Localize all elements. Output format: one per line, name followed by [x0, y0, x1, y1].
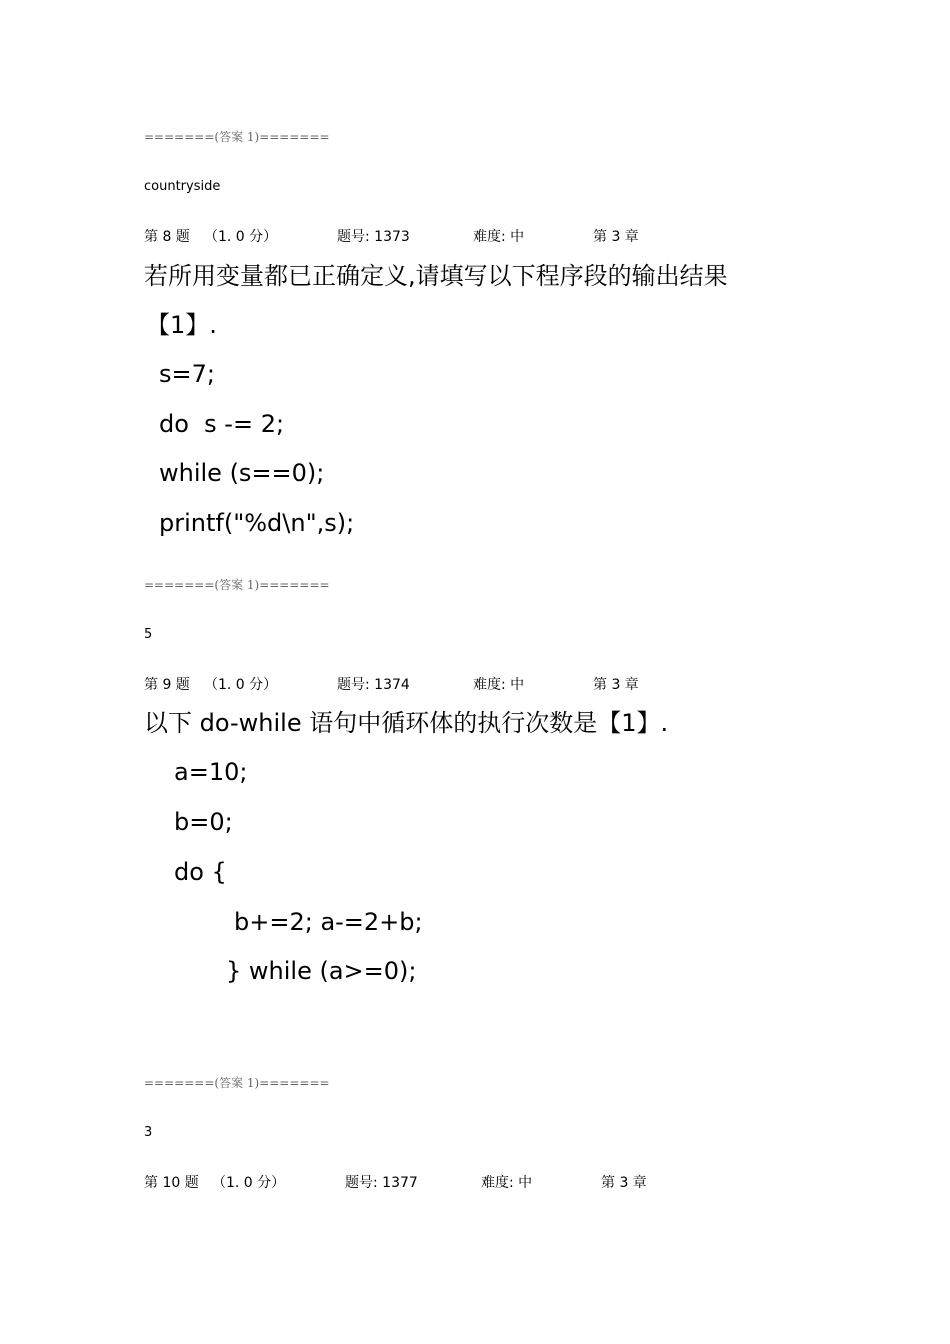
- answer-text: countryside: [144, 179, 221, 194]
- code-line: a=10;: [174, 758, 248, 786]
- code-line: printf("%d\n",s);: [159, 509, 355, 537]
- question-difficulty: 难度: 中: [473, 677, 525, 693]
- question-score: （1. 0 分）: [204, 229, 278, 245]
- question-stem-cont: 【1】.: [146, 311, 217, 339]
- question-chapter: 第 3 章: [593, 677, 639, 693]
- question-stem: 若所用变量都已正确定义,请填写以下程序段的输出结果: [144, 262, 728, 290]
- question-score: （1. 0 分）: [212, 1175, 286, 1191]
- code-line: do s -= 2;: [159, 410, 285, 438]
- question-difficulty: 难度: 中: [481, 1175, 533, 1191]
- question-score: （1. 0 分）: [204, 677, 278, 693]
- question-number: 第 9 题: [144, 677, 190, 693]
- answer-text: 5: [144, 627, 153, 642]
- answer-text: 3: [144, 1125, 153, 1140]
- question-stem: 以下 do-while 语句中循环体的执行次数是【1】.: [144, 709, 669, 737]
- code-line: while (s==0);: [159, 459, 325, 487]
- question-chapter: 第 3 章: [593, 229, 639, 245]
- answer-separator: =======(答案 1)=======: [144, 130, 330, 144]
- code-line: } while (a>=0);: [226, 957, 417, 985]
- question-chapter: 第 3 章: [601, 1175, 647, 1191]
- answer-separator: =======(答案 1)=======: [144, 578, 330, 592]
- question-number: 第 8 题: [144, 229, 190, 245]
- code-line: b+=2; a-=2+b;: [234, 908, 423, 936]
- question-id: 题号: 1377: [345, 1175, 418, 1191]
- question-id: 题号: 1374: [337, 677, 410, 693]
- code-line: b=0;: [174, 808, 233, 836]
- question-number: 第 10 题: [144, 1175, 199, 1191]
- question-difficulty: 难度: 中: [473, 229, 525, 245]
- question-id: 题号: 1373: [337, 229, 410, 245]
- answer-separator: =======(答案 1)=======: [144, 1076, 330, 1090]
- code-line: s=7;: [159, 360, 215, 388]
- code-line: do {: [174, 858, 227, 886]
